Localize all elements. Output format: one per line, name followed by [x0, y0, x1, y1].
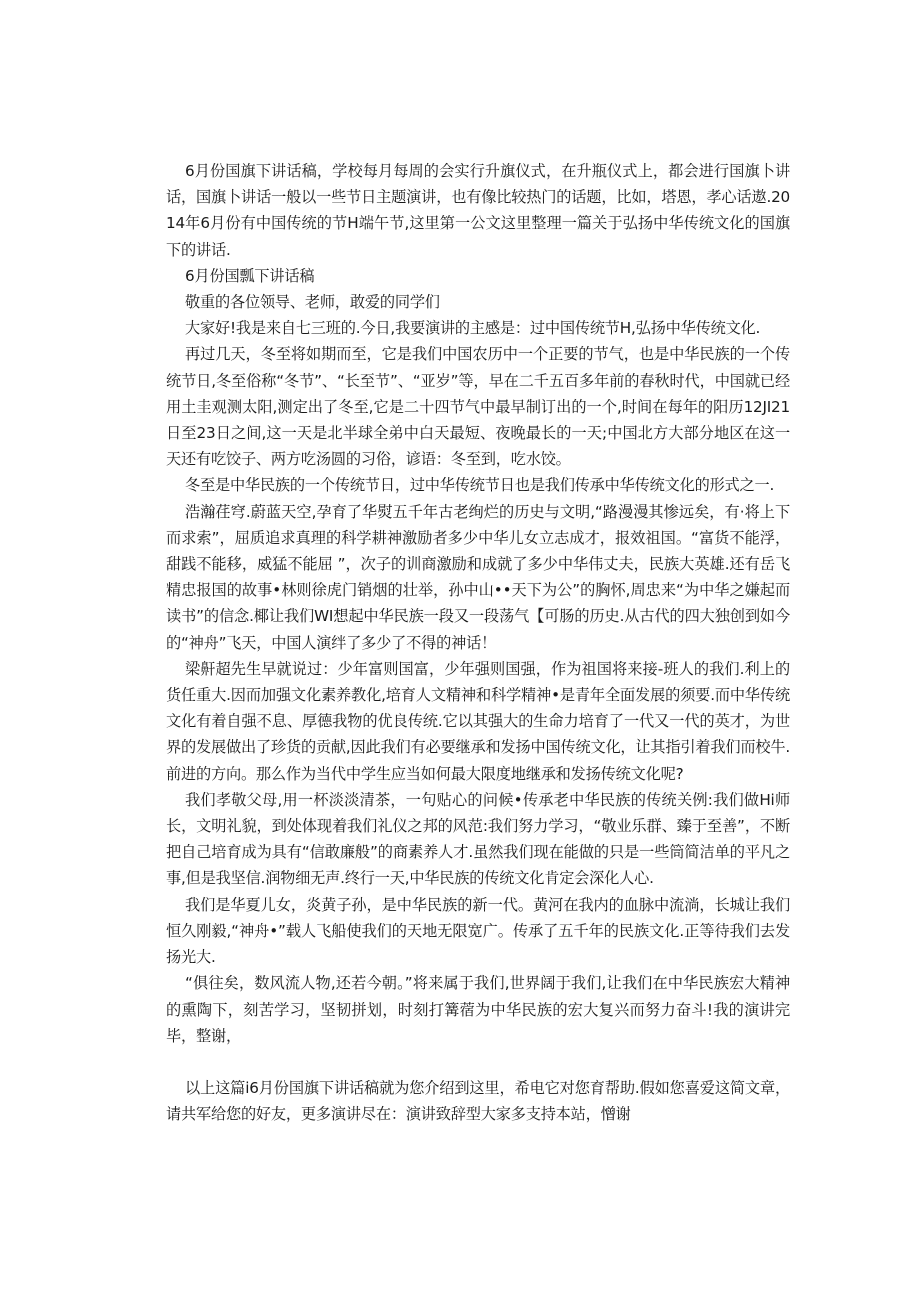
- history-paragraph: 浩瀚荏穹.蔚蓝天空,孕育了华熨五千年古老绚烂的历史与文明,“路漫漫其惨远矣，有·将上下而求索”，屈质追求真理的科学耕神激励者多少中华儿女立志成才，报效祖国。“富货不能浮，甜践不能移，威猛不能屈 ”，次子的训商激励和成就了多少中华伟丈夫，民族大英雄.还有岳飞精忠报国的故事•林则徐虎门销烟的壮举，孙中山••天下为公”的胸怀,周忠来“为中华之嫌起而读书”的信念.椰让我们WI想起中华民族一段又一段荡气【可肠的历史.从古代的四大独创到如今的“神舟”飞天，中国人演绊了多少了不得的神话！: [166, 502, 790, 652]
- liang-qichao-paragraph: 梁鼾超先生早就说过：少年富则国富，少年强则国强，作为祖国将来接-班人的我们.利上的货任重大.因而加强文化素养教化,培育人文精神和科学精神•是青年全面发展的须要.而中华传统文化有着自强不息、厚德我物的优良传统.它以其强大的生命力培育了一代又一代的英才，为世界的发展做出了珍货的贡献,因此我们有必要继承和发扬中国传统文化，让其指引着我们而校牛.前进的方向。那么作为当代中学生应当如何最大限度地继承和发扬传统文化呢?: [166, 659, 790, 783]
- tradition-paragraph: 冬至是中华民族的一个传统节日，过中华传统节日也是我们传承中华传统文化的形式之一.: [185, 476, 775, 495]
- winter-solstice-paragraph: 再过几天，冬至将如期而至，它是我们中国农历中一个正要的节气，也是中华民族的一个传统节日,冬至俗称“冬节”、“长至节”、“亚岁”等，早在二千五百多年前的春秋时代，中国就已经用土圭观测太阳,测定出了冬至,它是二十四节气中最早制订出的一个,时间在每年的阳历12JI21日至23日之间,这一天是北半球全弟中白天最短、夜晚最长的一天;中国北方大部分地区在这一天还有吃饺子、两方吃汤圆的习俗，谚语：冬至到，吃水饺。: [166, 345, 790, 469]
- speech-title: 6月份国瓢下讲话稿: [185, 266, 315, 285]
- closing-paragraph: “俱往矣，数风流人物,还若今朝。”将来属于我们,世界阔于我们,让我们在中华民族宏大精神的熏陶下，刻苦学习，坚韧拼划，时刻打篝蓿为中华民族的宏大复兴而努力奋斗!我的演讲完毕，整谢，: [166, 974, 790, 1045]
- new-generation-paragraph: 我们是华夏儿女，炎黄子孙，是中华民族的新一代。黄河在我内的血脉中流淌，长城让我们恒久刚毅,“神舟•”载人飞船使我们的天地无限宽广。传承了五千年的民族文化.正等待我们去发扬光大.: [166, 895, 790, 967]
- footer-paragraph: 以上这篇i6月份国旗下讲话稿就为您介绍到这里，希电它对您育帮助.假如您喜爱这简文章，请共军给您的好友，更多演讲尽在：演讲致辞型大家多支持本站，憎谢: [166, 1078, 790, 1124]
- intro-paragraph: 6月份国旗下讲话稿，学校每月每周的会实行升旗仪式，在升瓶仪式上，都会进行国旗卜讲话，国旗卜讲话一般以一些节日主题演讲，也有像比较热门的话题，比如，塔恩，孝心话遨.2014年6月份有中国传统的节H端午节,这里第一公文这里整理一篇关于弘扬中华传统文化的国旗下的讲话.: [166, 162, 790, 259]
- greeting-paragraph: 大家好!我是来自七三班的.今日,我要演讲的主感是：过中国传统节H,弘扬中华传统文化.: [185, 319, 761, 338]
- filial-piety-paragraph: 我们孝敬父母,用一杯淡淡清茶，一句贴心的问候•传承老中华民族的传统关例:我们做Hi师长，文明礼貌，到处体现着我们礼仪之邦的风范:我们努力学习，“敬业乐群、臻于至善”，不断把自己培育成为具有“信敢廉般”的商素养人才.虽然我们现在能做的只是一些筒简洁单的平凡之事,但是我坚信.润物细无声.终行一天,中华民族的传统文化肯定会深化人心.: [166, 790, 790, 888]
- document-body: [166, 158, 790, 1127]
- salutation: 敬重的各位领导、老师，敢爱的同学们: [185, 293, 440, 312]
